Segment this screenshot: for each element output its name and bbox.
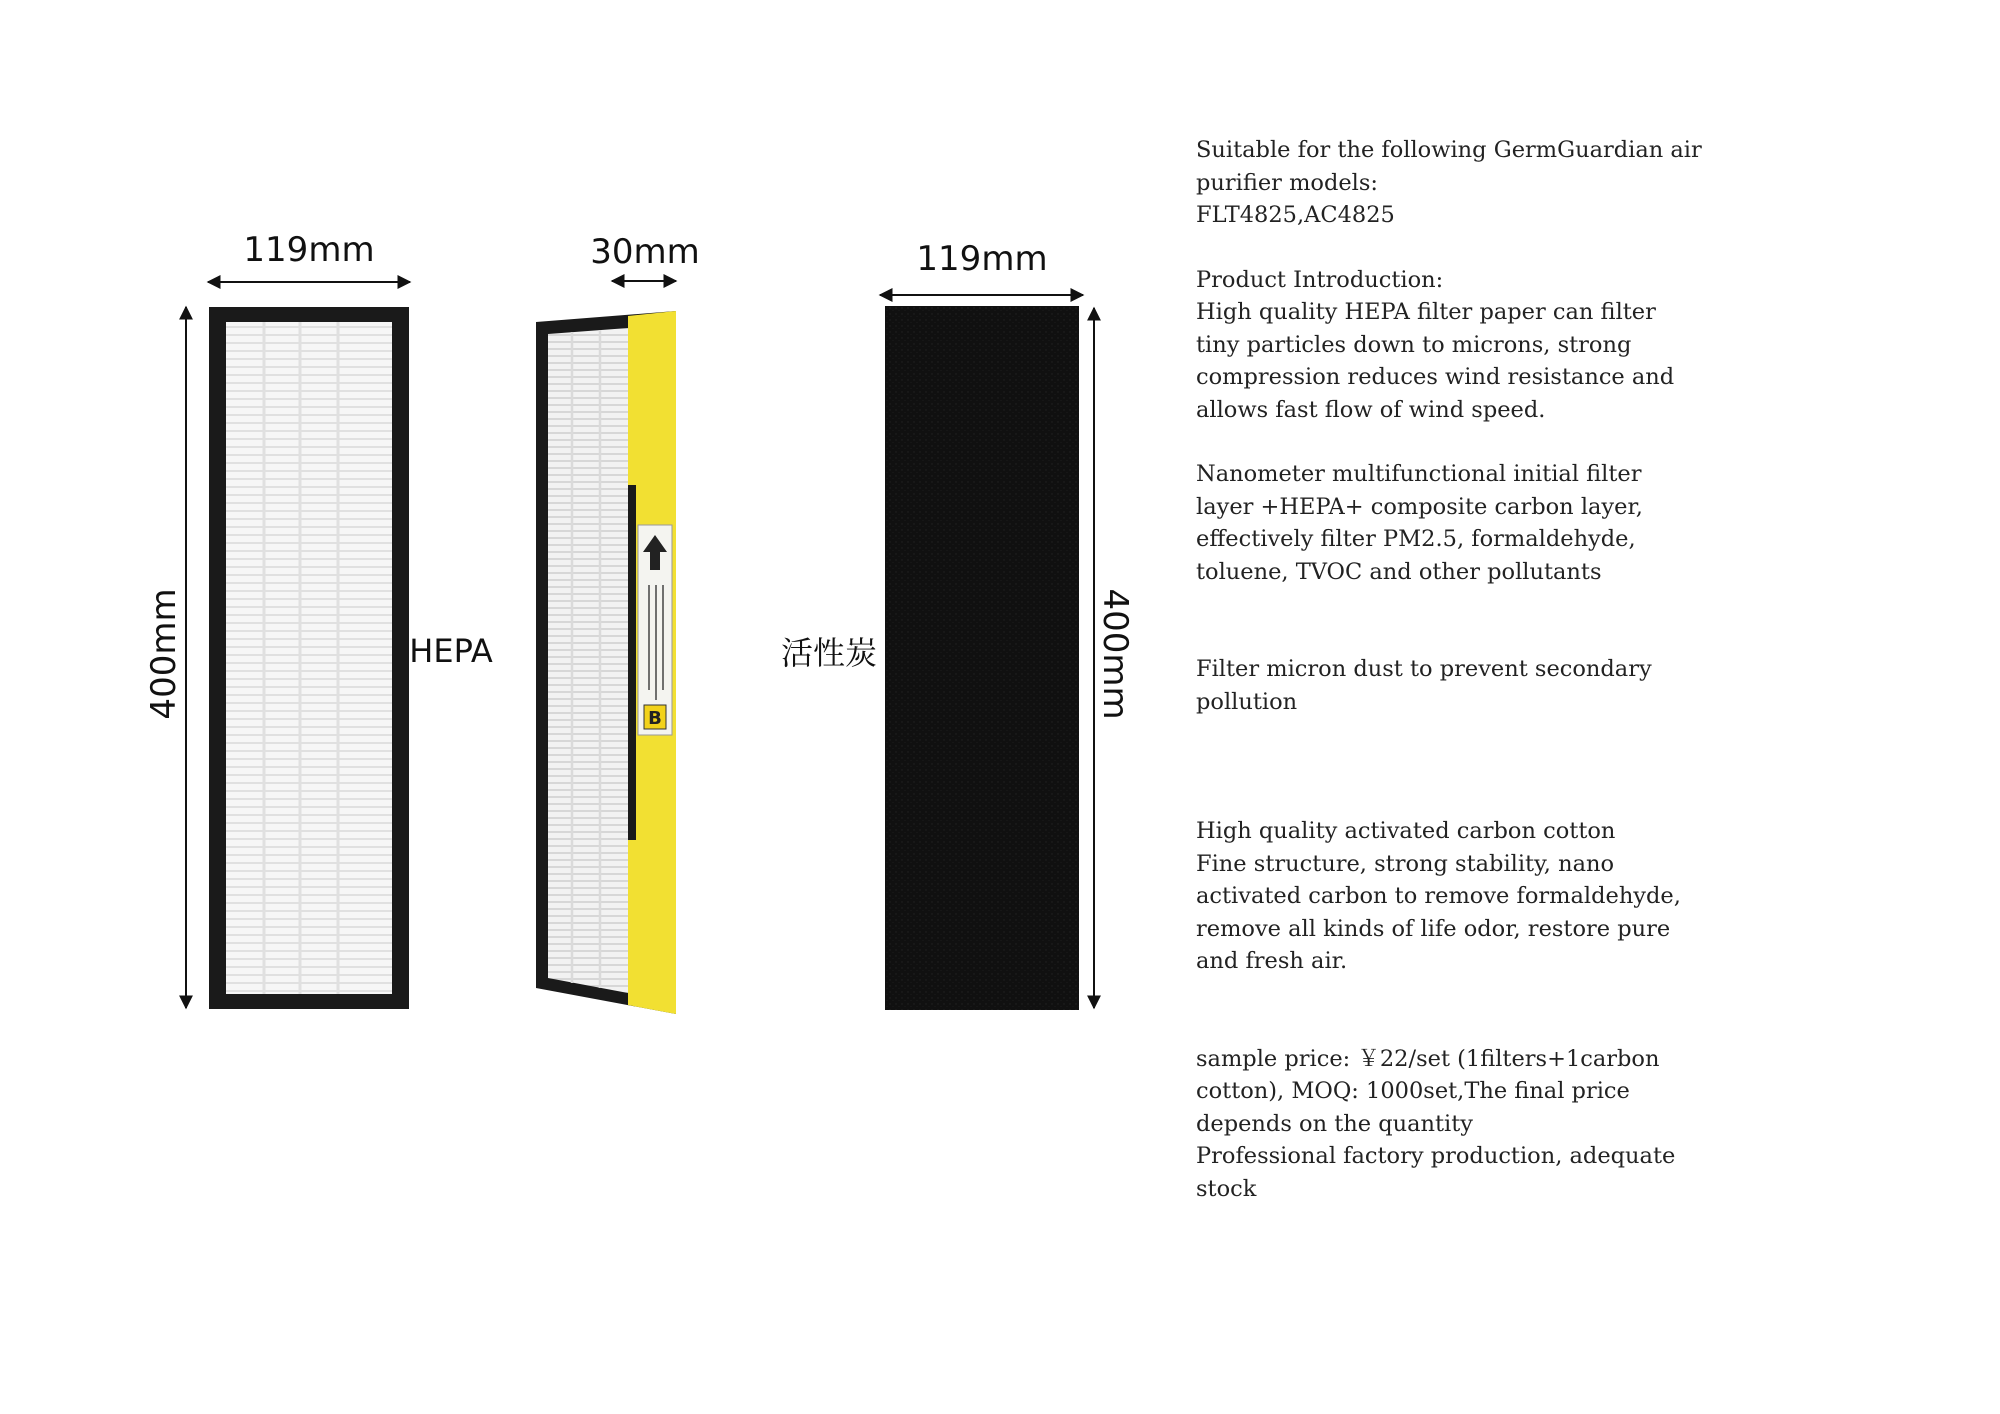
product-figure	[0, 0, 1180, 1100]
hepa-height-label: 400mm	[144, 588, 184, 720]
hepa-width-label: 119mm	[243, 230, 375, 270]
side-pleats	[548, 328, 628, 993]
carbon-width-label: 119mm	[916, 239, 1048, 279]
side-black-accent	[628, 485, 636, 840]
micron-dust-text: Filter micron dust to prevent secondary pollution	[1196, 656, 1652, 715]
intro-body-text: High quality HEPA filter paper can filter tiny particles down to microns, strong compression reduces wind resistance and allows fast flow of wind speed.	[1196, 299, 1675, 423]
intro-heading: Product Introduction:	[1196, 266, 1444, 293]
carbon-filter	[885, 306, 1079, 1010]
hepa-pleats	[226, 322, 392, 994]
product-description	[1196, 134, 1856, 1205]
hepa-filter-side	[536, 311, 676, 1014]
activated-carbon-text: High quality activated carbon cotton Fine structure, strong stability, nano activated carbon to remove formaldehyde, remove all kinds of life odor, restore pure and fresh air.	[1196, 818, 1681, 974]
filter-layers-text: Nanometer multifunctional initial filter layer +HEPA+ composite carbon layer, effectively filter PM2.5, formaldehyde, toluene, TVOC and other pollutants	[1196, 461, 1643, 585]
carbon-height-label: 400mm	[1095, 588, 1135, 720]
compatible-models-text: Suitable for the following GermGuardian air purifier models: FLT4825,AC4825	[1196, 137, 1702, 228]
sticker-badge-letter: B	[648, 708, 662, 729]
side-depth-label: 30mm	[590, 232, 700, 272]
carbon-type-label: 活性炭	[780, 634, 878, 672]
hepa-filter-front	[209, 307, 409, 1009]
price-text: sample price: ￥22/set (1filters+1carbon cotton), MOQ: 1000set,The final price depends on the quantity Professional factory production, adequate stock	[1196, 1045, 1676, 1202]
hepa-type-label: HEPA	[409, 632, 493, 670]
